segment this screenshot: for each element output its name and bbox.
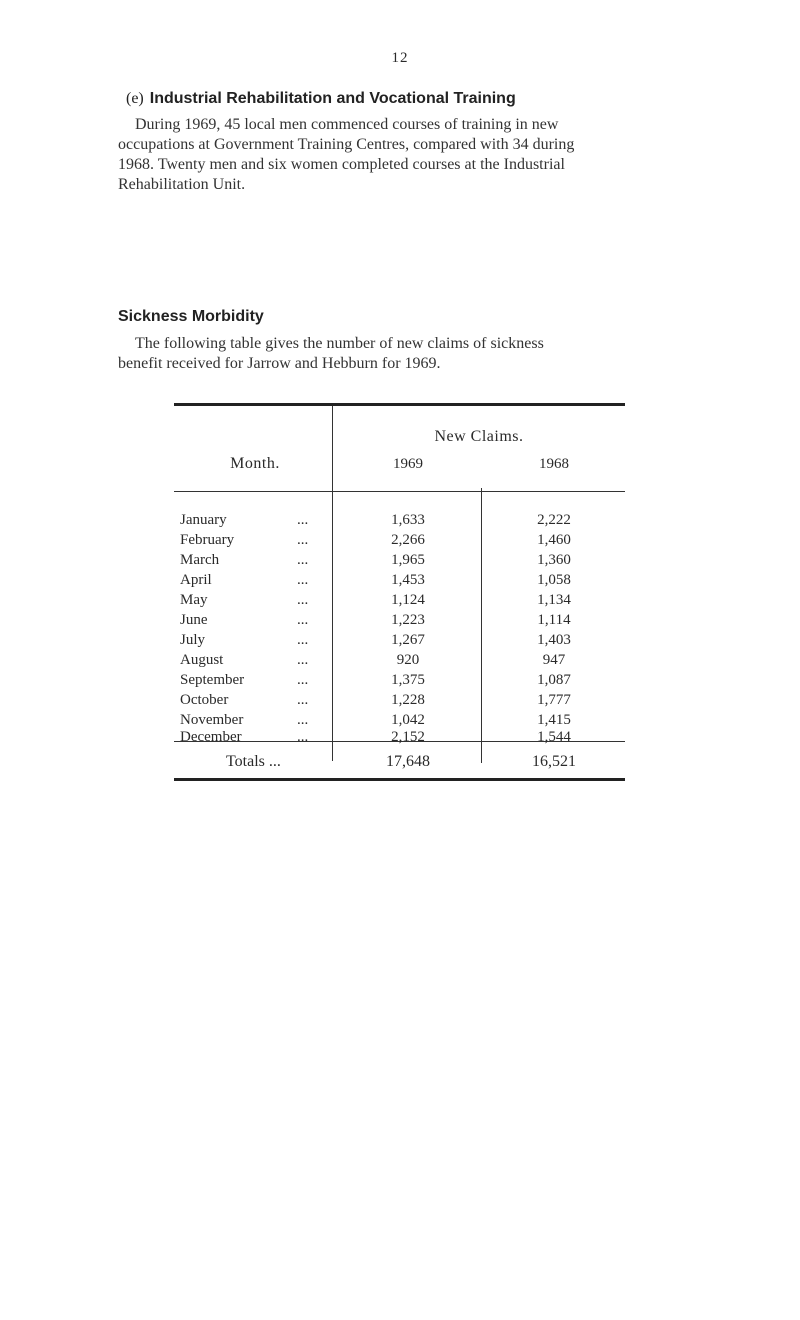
row-value-1968: 1,087: [537, 672, 571, 688]
row-value-1969: 1,223: [391, 612, 425, 628]
row-month: May ...: [180, 592, 309, 608]
header-1968: 1968: [539, 456, 569, 472]
totals-row: [174, 753, 625, 775]
row-month: September ...: [180, 672, 309, 688]
header-1969: 1969: [393, 456, 423, 472]
row-month: October ...: [180, 692, 309, 708]
table-row: [174, 612, 625, 632]
row-month: February ...: [180, 532, 309, 548]
paragraph-sickness: [118, 334, 708, 374]
row-value-1969: 1,228: [391, 692, 425, 708]
row-value-1969: 2,266: [391, 532, 425, 548]
row-value-1969: 1,042: [391, 712, 425, 728]
page-number: 12: [391, 50, 409, 66]
paragraph-line: The following table gives the number of new claims of sickness: [135, 335, 544, 352]
row-month: June ...: [180, 612, 309, 628]
totals-label: Totals ...: [226, 753, 281, 770]
row-value-1969: 1,124: [391, 592, 425, 608]
row-month: November ...: [180, 712, 309, 728]
row-month: March ...: [180, 552, 309, 568]
header-month: Month.: [230, 455, 280, 472]
paragraph-rehabilitation: [118, 115, 708, 195]
table-row: [174, 512, 625, 532]
table-row: [174, 592, 625, 612]
totals-value-1968: 16,521: [532, 753, 576, 770]
row-value-1969: 1,633: [391, 512, 425, 528]
row-value-1968: 1,403: [537, 632, 571, 648]
claims-table: [174, 403, 625, 783]
paragraph-line: Rehabilitation Unit.: [118, 176, 246, 193]
table-row: [174, 652, 625, 672]
row-value-1968: 1,415: [537, 712, 571, 728]
row-month: December ...: [180, 729, 309, 745]
paragraph-line: 1968. Twenty men and six women completed courses at the Industrial: [118, 156, 565, 173]
row-value-1969: 1,965: [391, 552, 425, 568]
section-prefix: (e): [126, 90, 144, 107]
table-row: [174, 672, 625, 692]
row-value-1968: 1,114: [537, 612, 571, 628]
header-rule: [174, 491, 625, 492]
paragraph-line: During 1969, 45 local men commenced courses of training in new: [135, 116, 559, 133]
row-value-1968: 1,460: [537, 532, 571, 548]
section-title-rehabilitation: Industrial Rehabilitation and Vocational Training: [149, 90, 516, 107]
section-heading-rehabilitation: [126, 90, 516, 108]
row-value-1969: 920: [396, 652, 420, 668]
row-month: April ...: [180, 572, 309, 588]
row-value-1968: 1,360: [537, 552, 571, 568]
row-value-1969: 1,267: [391, 632, 425, 648]
row-value-1968: 1,058: [537, 572, 571, 588]
table-top-rule: [174, 403, 625, 406]
row-value-1968: 1,777: [537, 692, 571, 708]
row-value-1968: 1,544: [537, 729, 571, 745]
table-row: [174, 692, 625, 712]
paragraph-line: occupations at Government Training Centres, compared with 34 during: [118, 136, 575, 153]
row-month: July ...: [180, 632, 309, 648]
row-month: January ...: [180, 512, 309, 528]
row-value-1969: 2,152: [391, 729, 425, 745]
header-new-claims: New Claims.: [434, 428, 524, 445]
table-row: [174, 632, 625, 652]
row-month: August ...: [180, 652, 309, 668]
row-value-1969: 1,453: [391, 572, 425, 588]
table-bottom-rule: [174, 778, 625, 781]
table-row: [174, 729, 625, 749]
table-row: [174, 552, 625, 572]
row-value-1969: 1,375: [391, 672, 425, 688]
table-row: [174, 532, 625, 552]
row-value-1968: 947: [542, 652, 566, 668]
row-value-1968: 1,134: [537, 592, 571, 608]
totals-value-1969: 17,648: [386, 753, 430, 770]
paragraph-line: benefit received for Jarrow and Hebburn for 1969.: [118, 355, 441, 372]
table-row: [174, 572, 625, 592]
section-title-sickness: Sickness Morbidity: [118, 308, 264, 325]
row-value-1968: 2,222: [537, 512, 571, 528]
